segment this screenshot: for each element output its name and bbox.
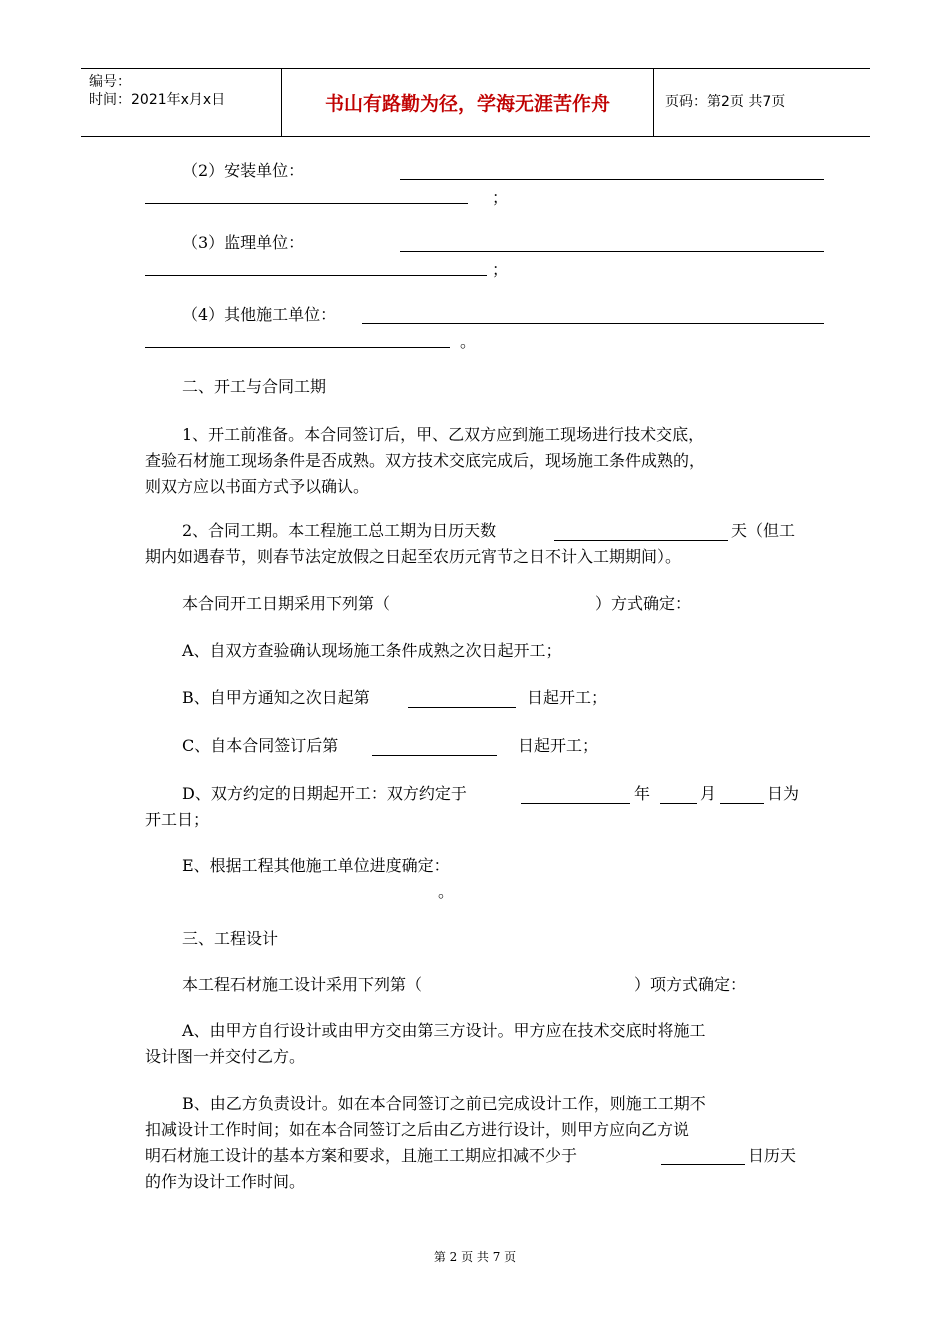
header-meta — [89, 73, 225, 109]
page-header — [81, 68, 870, 137]
option-d-line2: 开工日； — [145, 810, 210, 829]
paragraph-line: A、由甲方自行设计或由甲方交由第三方设计。甲方应在技术交底时将施工 — [182, 1021, 706, 1040]
option-c-suffix: 日起开工； — [518, 736, 599, 755]
option-b-prefix: B、自甲方通知之次日起第 — [182, 688, 370, 707]
paragraph-line: 的作为设计工作时间。 — [145, 1172, 306, 1191]
paragraph-line: 期内如遇春节，则春节法定放假之日起至农历元宵节之日不计入工期期间）。 — [145, 547, 682, 566]
paragraph-line: 扣减设计工作时间；如在本合同签订之后由乙方进行设计，则甲方应向乙方说 — [145, 1120, 690, 1139]
option-d-prefix: D、双方约定的日期起开工：双方约定于 — [182, 784, 467, 803]
install-unit-label: （2）安装单位： — [182, 161, 305, 180]
paragraph-line: 查验石材施工现场条件是否成熟。双方技术交底完成后，现场施工条件成熟的， — [145, 451, 706, 470]
supervise-unit-blank-cont[interactable] — [145, 275, 487, 276]
header-page-label: 页码：第2页 共7页 — [665, 94, 786, 110]
day-label: 日为 — [767, 784, 800, 803]
design-choice-suffix: ）项方式确定： — [634, 975, 747, 994]
supervise-unit-blank[interactable] — [400, 251, 824, 252]
semicolon: ； — [492, 260, 509, 279]
option-c-blank[interactable] — [372, 755, 497, 756]
option-d-year-blank[interactable] — [521, 803, 630, 804]
design-choice-prefix: 本工程石材施工设计采用下列第（ — [182, 975, 423, 994]
period: 。 — [460, 332, 477, 351]
section-3-title: 三、工程设计 — [182, 929, 279, 948]
option-d-day-blank[interactable] — [720, 803, 764, 804]
section-2-title: 二、开工与合同工期 — [182, 377, 327, 396]
other-unit-label: （4）其他施工单位： — [182, 305, 337, 324]
total-days-blank[interactable] — [554, 540, 728, 541]
other-unit-blank[interactable] — [362, 323, 824, 324]
option-d-month-blank[interactable] — [660, 803, 697, 804]
start-choice-prefix: 本合同开工日期采用下列第（ — [182, 594, 391, 613]
paragraph-line: 2、合同工期。本工程施工总工期为日历天数 — [182, 521, 497, 540]
semicolon: ； — [492, 188, 509, 207]
year-label: 年 — [634, 784, 651, 803]
start-choice-suffix: ）方式确定： — [595, 594, 692, 613]
serial-label: 编号： — [89, 74, 131, 90]
other-unit-blank-cont[interactable] — [145, 347, 450, 348]
paragraph-line: 明石材施工设计的基本方案和要求，且施工工期应扣减不少于 — [145, 1146, 578, 1165]
install-unit-blank[interactable] — [400, 179, 824, 180]
month-label: 月 — [700, 784, 717, 803]
design-days-blank[interactable] — [661, 1164, 745, 1165]
time-label: 时间：2021年x月x日 — [89, 92, 226, 108]
option-b-suffix: 日起开工； — [527, 688, 608, 707]
paragraph-line: 日历天 — [748, 1146, 797, 1165]
option-c-prefix: C、自本合同签订后第 — [182, 736, 339, 755]
header-divider — [653, 69, 654, 136]
option-b-blank[interactable] — [408, 707, 516, 708]
header-motto: 书山有路勤为径，学海无涯苦作舟 — [324, 93, 610, 115]
paragraph-line: 1、开工前准备。本合同签订后，甲、乙双方应到施工现场进行技术交底， — [182, 425, 705, 444]
paragraph-line: 设计图一并交付乙方。 — [145, 1047, 306, 1066]
paragraph-line: B、由乙方负责设计。如在本合同签订之前已完成设计工作，则施工工期不 — [182, 1094, 706, 1113]
supervise-unit-label: （3）监理单位： — [182, 233, 305, 252]
install-unit-blank-cont[interactable] — [145, 203, 468, 204]
page-footer: 第 2 页 共 7 页 — [433, 1250, 517, 1264]
paragraph-line: 则双方应以书面方式予以确认。 — [145, 477, 370, 496]
option-a: A、自双方查验确认现场施工条件成熟之次日起开工； — [182, 641, 562, 660]
paragraph-line: 天（但工 — [731, 521, 796, 540]
option-e: E、根据工程其他施工单位进度确定： — [182, 856, 450, 875]
period: 。 — [438, 882, 455, 901]
